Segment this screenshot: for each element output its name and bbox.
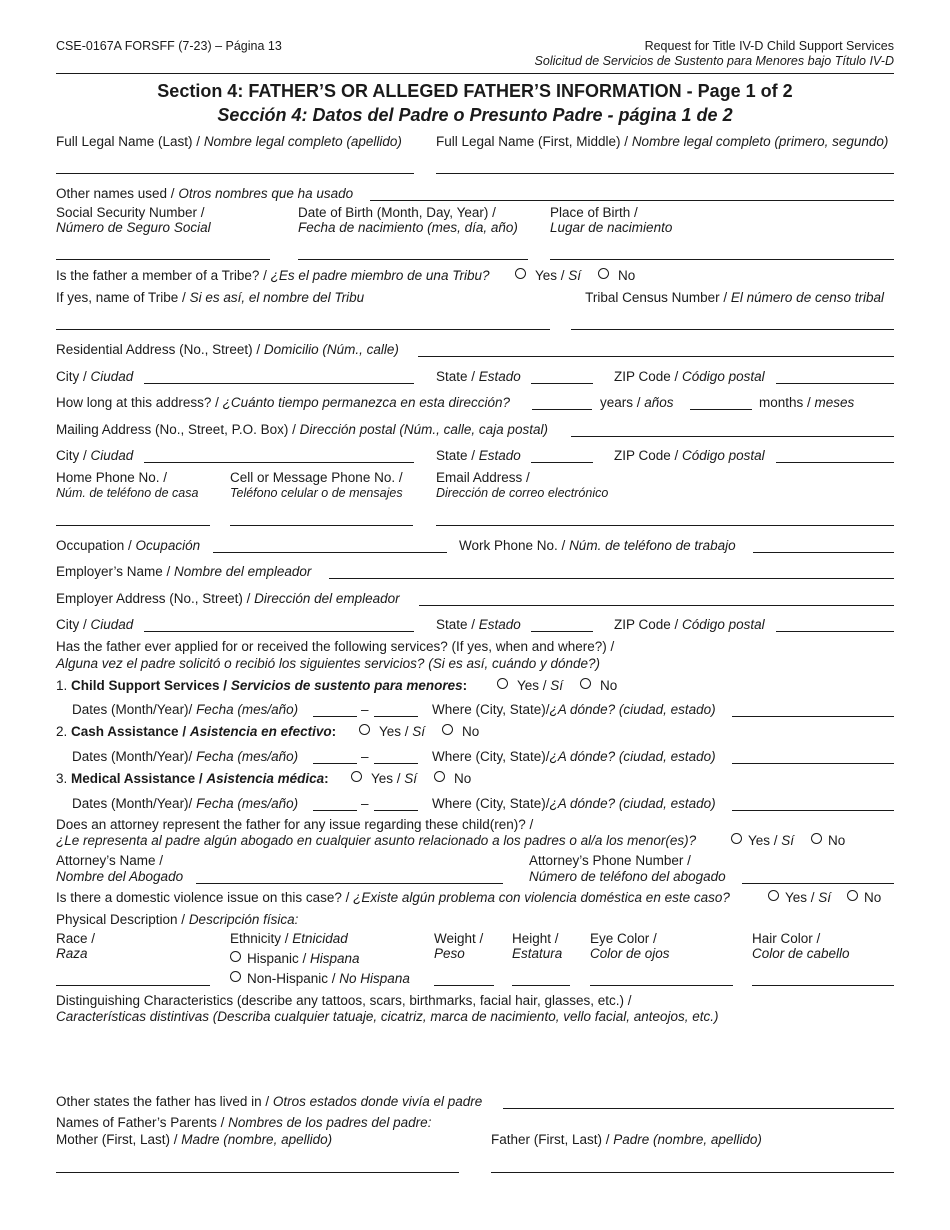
service-3-no-label: No <box>454 771 472 786</box>
ssn-label: Social Security Number / <box>56 205 205 220</box>
service-1-yes-radio[interactable] <box>497 678 508 689</box>
tribe-yes-label: Yes / Sí <box>535 268 582 283</box>
race-label-es: Raza <box>56 946 88 961</box>
emp-zip-label: ZIP Code / Código postal <box>614 617 765 632</box>
dob-label-es: Fecha de nacimiento (mes, día, año) <box>298 220 518 235</box>
mail-city-field[interactable] <box>144 462 414 463</box>
tribe-member-label: Is the father a member of a Tribe? / ¿Es el padre miembro de una Tribu? <box>56 268 490 283</box>
service-1-where-field[interactable] <box>732 716 894 717</box>
pob-label-es: Lugar de nacimiento <box>550 220 673 235</box>
pob-field[interactable] <box>550 259 894 260</box>
hair-color-field[interactable] <box>752 985 894 986</box>
mail-address-field[interactable] <box>571 436 894 437</box>
hispanic-label: Hispanic / Hispana <box>247 951 360 966</box>
dv-no-label: No <box>864 890 882 905</box>
other-states-label: Other states the father has lived in / Otros estados donde vivía el padre <box>56 1094 483 1109</box>
form-id: CSE-0167A FORSFF (7-23) – Página 13 <box>56 39 282 53</box>
distinguishing-field[interactable] <box>56 1028 894 1090</box>
res-zip-field[interactable] <box>776 383 894 384</box>
attorney-phone-label: Attorney’s Phone Number / <box>529 853 691 868</box>
home-phone-label-es: Núm. de teléfono de casa <box>56 486 199 500</box>
attorney-question-es: ¿Le representa al padre algún abogado en cualquier asunto relacionado a los padres o al/a los menor(es)? <box>56 833 697 848</box>
mail-state-field[interactable] <box>531 462 593 463</box>
service-3-yes-label: Yes / Sí <box>371 771 418 786</box>
last-name-field[interactable] <box>56 173 414 174</box>
res-zip-label: ZIP Code / Código postal <box>614 369 765 384</box>
eye-color-label-es: Color de ojos <box>590 946 670 961</box>
tribe-yes-radio[interactable] <box>515 268 526 279</box>
father-label: Father (First, Last) / Padre (nombre, apellido) <box>491 1132 762 1147</box>
tribe-no-radio[interactable] <box>598 268 609 279</box>
weight-label-es: Peso <box>434 946 465 961</box>
service-2-yes-radio[interactable] <box>359 724 370 735</box>
mail-address-label: Mailing Address (No., Street, P.O. Box) / Dirección postal (Núm., calle, caja postal) <box>56 422 548 437</box>
res-address-field[interactable] <box>418 356 894 357</box>
dv-yes-radio[interactable] <box>768 890 779 901</box>
email-label: Email Address / <box>436 470 530 485</box>
res-address-label: Residential Address (No., Street) / Domicilio (Núm., calle) <box>56 342 399 357</box>
emp-city-field[interactable] <box>144 631 414 632</box>
years-label: years / años <box>600 395 674 410</box>
home-phone-label: Home Phone No. / <box>56 470 168 485</box>
service-1-date-from[interactable] <box>313 716 357 717</box>
last-name-label: Full Legal Name (Last) / Nombre legal completo (apellido) <box>56 134 402 149</box>
header-divider <box>56 73 894 74</box>
employer-address-label: Employer Address (No., Street) / Dirección del empleador <box>56 591 400 606</box>
cell-phone-field[interactable] <box>230 525 413 526</box>
emp-zip-field[interactable] <box>776 631 894 632</box>
service-1-where-label: Where (City, State)/¿A dónde? (ciudad, estado) <box>432 702 716 717</box>
pob-label: Place of Birth / <box>550 205 638 220</box>
attorney-question: Does an attorney represent the father for any issue regarding these child(ren)? / <box>56 817 534 832</box>
email-field[interactable] <box>436 525 894 526</box>
service-1-label: 1. Child Support Services / Servicios de sustento para menores: <box>56 678 468 693</box>
first-name-label: Full Legal Name (First, Middle) / Nombre legal completo (primero, segundo) <box>436 134 889 149</box>
service-2-date-to[interactable] <box>374 763 418 764</box>
service-2-where-label: Where (City, State)/¿A dónde? (ciudad, estado) <box>432 749 716 764</box>
service-1-dash: – <box>361 702 369 717</box>
ssn-field[interactable] <box>56 259 270 260</box>
other-states-field[interactable] <box>503 1108 894 1109</box>
attorney-yes-label: Yes / Sí <box>748 833 795 848</box>
service-3-yes-radio[interactable] <box>351 771 362 782</box>
race-label: Race / <box>56 931 96 946</box>
weight-label: Weight / <box>434 931 484 946</box>
services-question-es: Alguna vez el padre solicitó o recibió los siguientes servicios? (Si es así, cuándo y dónde?) <box>56 656 601 671</box>
attorney-phone-field[interactable] <box>742 883 894 884</box>
service-1-yes-label: Yes / Sí <box>517 678 564 693</box>
service-2-yes-label: Yes / Sí <box>379 724 426 739</box>
service-2-label: 2. Cash Assistance / Asistencia en efectivo: <box>56 724 337 739</box>
first-name-field[interactable] <box>436 173 894 174</box>
weight-field[interactable] <box>434 985 494 986</box>
mother-label: Mother (First, Last) / Madre (nombre, apellido) <box>56 1132 333 1147</box>
form-title-es: Solicitud de Servicios de Sustento para Menores bajo Título IV-D <box>534 54 894 68</box>
employer-address-field[interactable] <box>419 605 894 606</box>
how-long-label: How long at this address? / ¿Cuánto tiempo permanezca en esta dirección? <box>56 395 511 410</box>
distinguishing-label-es: Características distintivas (Describa cualquier tatuaje, cicatriz, marca de nacimiento, vello facial, anteojos, etc.) <box>56 1009 719 1024</box>
service-2-no-label: No <box>462 724 480 739</box>
eye-color-field[interactable] <box>590 985 733 986</box>
height-label: Height / <box>512 931 559 946</box>
cell-phone-label-es: Teléfono celular o de mensajes <box>230 486 403 500</box>
services-question: Has the father ever applied for or received the following services? (If yes, when and where?) / <box>56 639 615 654</box>
service-3-date-to[interactable] <box>374 810 418 811</box>
other-names-field[interactable] <box>370 200 894 201</box>
res-state-field[interactable] <box>531 383 593 384</box>
eye-color-label: Eye Color / <box>590 931 657 946</box>
employer-name-field[interactable] <box>329 578 894 579</box>
attorney-yes-radio[interactable] <box>731 833 742 844</box>
dob-field[interactable] <box>298 259 528 260</box>
service-1-dates-label: Dates (Month/Year)/ Fecha (mes/año) <box>72 702 299 717</box>
physical-title: Physical Description / Descripción física: <box>56 912 299 927</box>
section-title-es: Sección 4: Datos del Padre o Presunto Padre - página 1 de 2 <box>217 105 733 125</box>
service-2-dates-label: Dates (Month/Year)/ Fecha (mes/año) <box>72 749 299 764</box>
attorney-phone-label-es: Número de teléfono del abogado <box>529 869 726 884</box>
hispanic-radio[interactable] <box>230 951 241 962</box>
service-3-where-label: Where (City, State)/¿A dónde? (ciudad, estado) <box>432 796 716 811</box>
service-1-no-label: No <box>600 678 618 693</box>
tribal-census-label: Tribal Census Number / El número de censo tribal <box>585 290 884 305</box>
emp-city-label: City / Ciudad <box>56 617 134 632</box>
attorney-name-field[interactable] <box>196 883 503 884</box>
hair-color-label: Hair Color / <box>752 931 821 946</box>
attorney-name-label: Attorney’s Name / <box>56 853 164 868</box>
emp-state-label: State / Estado <box>436 617 521 632</box>
mail-city-label: City / Ciudad <box>56 448 134 463</box>
service-2-where-field[interactable] <box>732 763 894 764</box>
other-names-label: Other names used / Otros nombres que ha usado <box>56 186 354 201</box>
service-2-dash: – <box>361 749 369 764</box>
work-phone-label: Work Phone No. / Núm. de teléfono de trabajo <box>459 538 736 553</box>
mail-zip-field[interactable] <box>776 462 894 463</box>
height-label-es: Estatura <box>512 946 563 961</box>
height-field[interactable] <box>512 985 570 986</box>
months-field[interactable] <box>690 409 752 410</box>
service-3-date-from[interactable] <box>313 810 357 811</box>
non-hispanic-label: Non-Hispanic / No Hispana <box>247 971 410 986</box>
hair-color-label-es: Color de cabello <box>752 946 850 961</box>
dv-yes-label: Yes / Sí <box>785 890 832 905</box>
tribe-name-field[interactable] <box>56 329 550 330</box>
months-label: months / meses <box>759 395 855 410</box>
res-state-label: State / Estado <box>436 369 521 384</box>
attorney-no-radio[interactable] <box>811 833 822 844</box>
email-label-es: Dirección de correo electrónico <box>436 486 609 500</box>
mail-state-label: State / Estado <box>436 448 521 463</box>
section-title: Section 4: FATHER’S OR ALLEGED FATHER’S INFORMATION - Page 1 of 2 <box>157 81 793 101</box>
home-phone-field[interactable] <box>56 525 210 526</box>
res-city-label: City / Ciudad <box>56 369 134 384</box>
service-1-no-radio[interactable] <box>580 678 591 689</box>
service-3-where-field[interactable] <box>732 810 894 811</box>
form-title-en: Request for Title IV-D Child Support Services <box>644 39 894 53</box>
non-hispanic-radio[interactable] <box>230 971 241 982</box>
service-3-dash: – <box>361 796 369 811</box>
parents-title: Names of Father’s Parents / Nombres de los padres del padre: <box>56 1115 432 1130</box>
tribal-census-field[interactable] <box>571 329 894 330</box>
work-phone-field[interactable] <box>753 552 894 553</box>
distinguishing-label: Distinguishing Characteristics (describe any tattoos, scars, birthmarks, facial hair, glasses, etc.) / <box>56 993 632 1008</box>
attorney-name-label-es: Nombre del Abogado <box>56 869 184 884</box>
dv-no-radio[interactable] <box>847 890 858 901</box>
tribe-no-label: No <box>618 268 636 283</box>
service-2-no-radio[interactable] <box>442 724 453 735</box>
res-city-field[interactable] <box>144 383 414 384</box>
dob-label: Date of Birth (Month, Day, Year) / <box>298 205 496 220</box>
ssn-label-es: Número de Seguro Social <box>56 220 211 235</box>
occupation-label: Occupation / Ocupación <box>56 538 201 553</box>
service-3-dates-label: Dates (Month/Year)/ Fecha (mes/año) <box>72 796 299 811</box>
service-3-label: 3. Medical Assistance / Asistencia médica: <box>56 771 329 786</box>
service-3-no-radio[interactable] <box>434 771 445 782</box>
mother-field[interactable] <box>56 1172 459 1173</box>
years-field[interactable] <box>532 409 592 410</box>
employer-name-label: Employer’s Name / Nombre del empleador <box>56 564 312 579</box>
dv-question: Is there a domestic violence issue on this case? / ¿Existe algún problema con violencia doméstica en este caso? <box>56 890 730 905</box>
attorney-no-label: No <box>828 833 846 848</box>
father-field[interactable] <box>491 1172 894 1173</box>
mail-zip-label: ZIP Code / Código postal <box>614 448 765 463</box>
occupation-field[interactable] <box>213 552 447 553</box>
emp-state-field[interactable] <box>531 631 593 632</box>
service-1-date-to[interactable] <box>374 716 418 717</box>
cell-phone-label: Cell or Message Phone No. / <box>230 470 403 485</box>
tribe-name-label: If yes, name of Tribe / Si es así, el nombre del Tribu <box>56 290 365 305</box>
race-field[interactable] <box>56 985 210 986</box>
service-2-date-from[interactable] <box>313 763 357 764</box>
ethnicity-label: Ethnicity / Etnicidad <box>230 931 348 946</box>
